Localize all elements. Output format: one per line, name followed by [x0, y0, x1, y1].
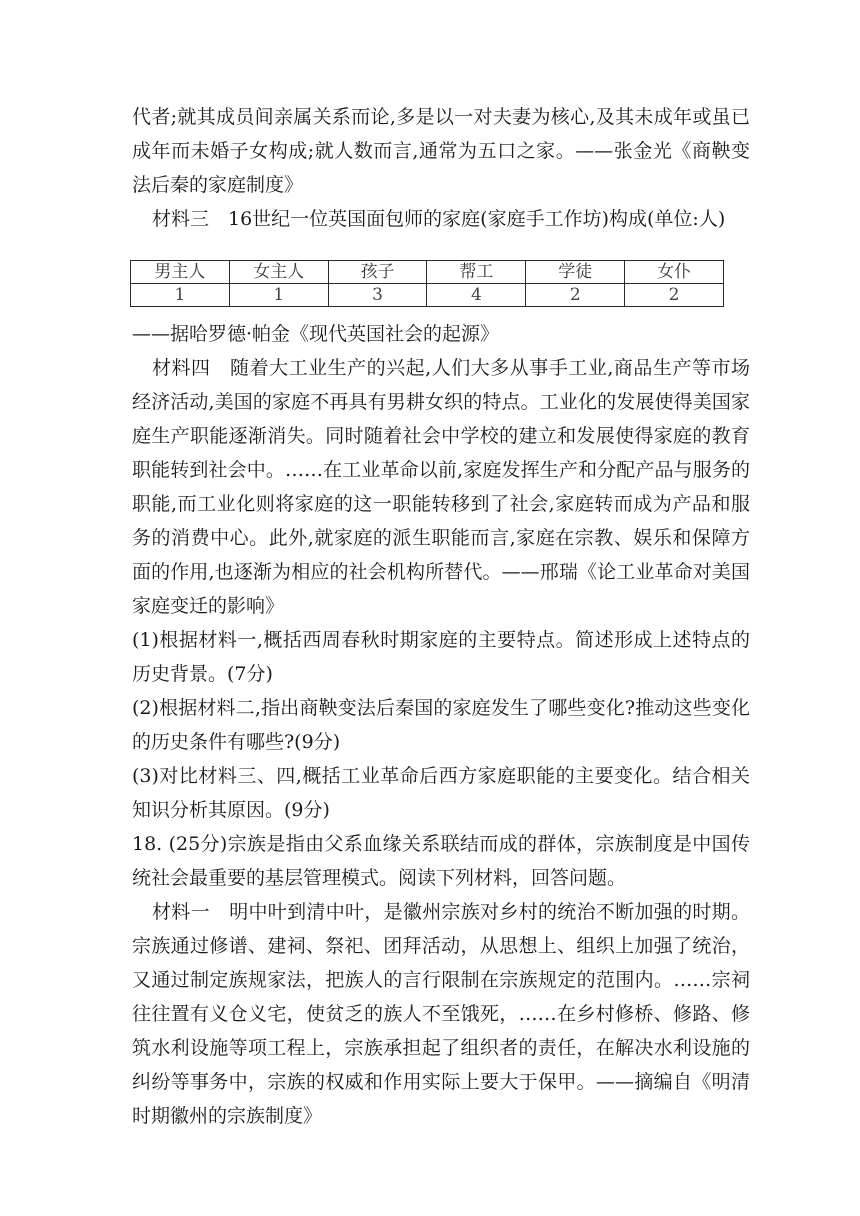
- table-value-cell: 2: [526, 284, 625, 307]
- household-table-header-row: [131, 261, 724, 284]
- table-header-cell: 学徒: [526, 261, 625, 284]
- table-value-cell: 4: [427, 284, 526, 307]
- table-value-cell: 2: [625, 284, 724, 307]
- table-header-cell: 帮工: [427, 261, 526, 284]
- question-18-stem: 18. (25分)宗族是指由父系血缘关系联结而成的群体，宗族制度是中国传统社会最重要的基层管理模式。阅读下列材料，回答问题。: [132, 833, 750, 889]
- table-header-cell: 孩子: [328, 261, 427, 284]
- question-3: (3)对比材料三、四,概括工业革命后西方家庭职能的主要变化。结合相关知识分析其原因。(9分): [132, 765, 750, 821]
- household-table-value-row: [131, 284, 724, 307]
- material4-paragraph: 材料四 随着大工业生产的兴起,人们大多从事手工业,商品生产等市场经济活动,美国的家庭不再具有男耕女织的特点。工业化的发展使得美国家庭生产职能逐渐消失。同时随着社会中学校的建立和发展使得家庭的教育职能转到社会中。……在工业革命以前,家庭发挥生产和分配产品与服务的职能,而工业化则将家庭的这一职能转移到了社会,家庭转而成为产品和服务的消费中心。此外,就家庭的派生职能而言,家庭在宗教、娱乐和保障方面的作用,也逐渐为相应的社会机构所替代。——邢瑞《论工业革命对美国家庭变迁的影响》: [132, 357, 750, 617]
- material3-label: 材料三 16世纪一位英国面包师的家庭(家庭手工作坊)构成(单位:人): [152, 208, 726, 230]
- material3-source: ——据哈罗德·帕金《现代英国社会的起源》: [132, 323, 500, 345]
- table-value-cell: 3: [328, 284, 427, 307]
- question-18-material1: 材料一 明中叶到清中叶，是徽州宗族对乡村的统治不断加强的时期。宗族通过修谱、建祠、祭祀、团拜活动，从思想上、组织上加强了统治，又通过制定族规家法，把族人的言行限制在宗族规定的范围内。……宗祠往往置有义仓义宅，使贫乏的族人不至饿死，……在乡村修桥、修路、修筑水利设施等项工程上，宗族承担起了组织者的责任，在解决水利设施的纠纷等事务中，宗族的权威和作用实际上要大于保甲。——摘编自《明清时期徽州的宗族制度》: [132, 901, 750, 1127]
- material2-continuation: 代者;就其成员间亲属关系而论,多是以一对夫妻为核心,及其未成年或虽已成年而未婚子女构成;就人数而言,通常为五口之家。——张金光《商鞅变法后秦的家庭制度》: [132, 106, 750, 196]
- question-2: (2)根据材料二,指出商鞅变法后秦国的家庭发生了哪些变化?推动这些变化的历史条件有哪些?(9分): [132, 697, 750, 753]
- table-header-cell: 女主人: [229, 261, 328, 284]
- table-value-cell: 1: [229, 284, 328, 307]
- question-1: (1)根据材料一,概括西周春秋时期家庭的主要特点。简述形成上述特点的历史背景。(7分): [132, 629, 750, 685]
- table-header-cell: 女仆: [625, 261, 724, 284]
- table-header-cell: 男主人: [131, 261, 230, 284]
- table-value-cell: 1: [131, 284, 230, 307]
- household-table: [130, 260, 724, 307]
